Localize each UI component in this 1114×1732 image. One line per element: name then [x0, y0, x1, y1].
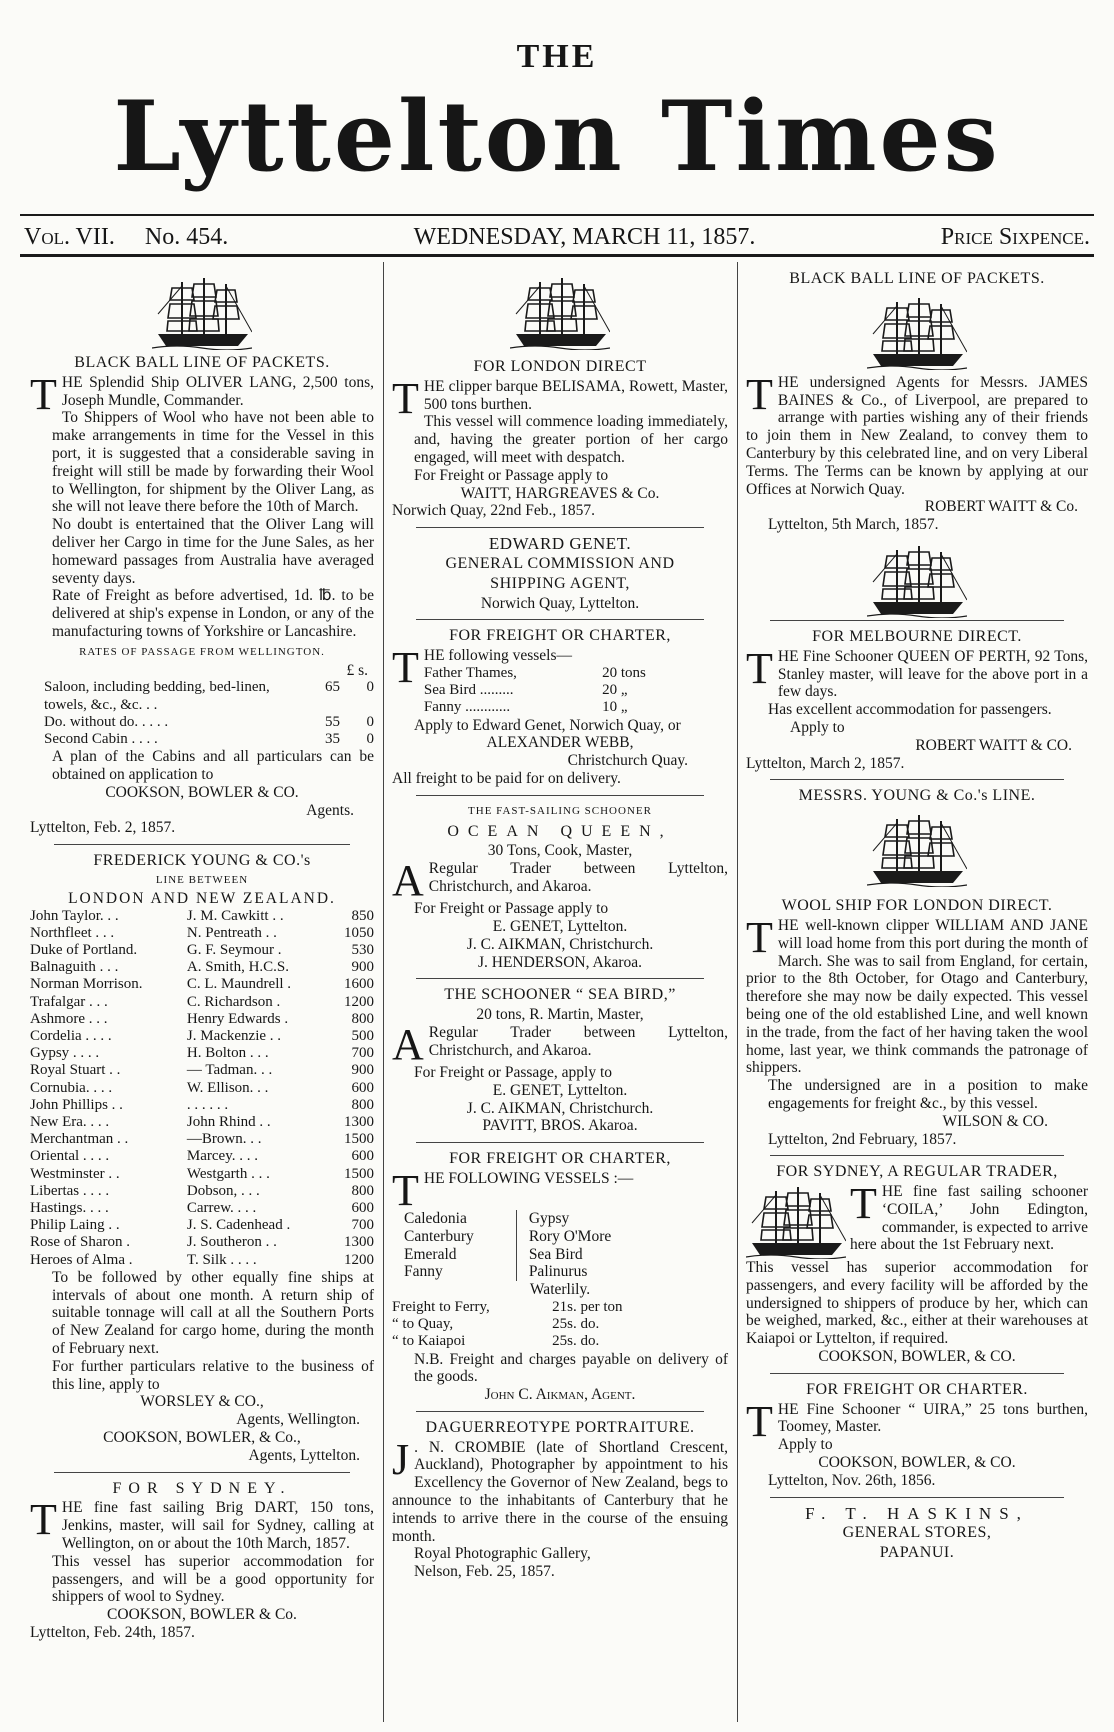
divider [416, 1411, 704, 1412]
dateline [24, 224, 1090, 251]
ship-icon [510, 274, 610, 350]
melbourne-intro-text: HE Fine Schooner QUEEN OF PERTH, 92 Tons, Stanley master, will leave for the above port in a few days. [777, 647, 1088, 701]
ocean-queen-sub: THE FAST-SAILING SCHOONER [468, 804, 652, 817]
vessel-list-right [517, 1210, 641, 1281]
black-ball-body-text: HE undersigned Agents for Messrs. JAMES BAINES & Co., of Liverpool, are prepared to arrange with parties wishing any of their friends to join them in New Zealand, to convey them to Canterbury by this celebrated line, and on very Liberal Terms. The Terms can be known by applying at our Offices at Norwich Quay. [746, 373, 1088, 498]
table-row [392, 1316, 668, 1333]
london-direct-agent: WAITT, HARGREAVES & Co. [460, 484, 660, 502]
genet-name: EDWARD GENET. [488, 534, 632, 554]
ship-tons: 900 [351, 959, 374, 976]
sydney-trader-top [746, 1179, 1088, 1259]
divider [770, 1497, 1064, 1498]
ship-icon [867, 294, 967, 370]
drop-cap: T [746, 643, 773, 693]
vessel-list-left [392, 1210, 517, 1281]
ocean-queen-intro [392, 856, 728, 906]
ship-master: J. Southeron . . [186, 1234, 277, 1251]
wool-ship-heading: WOOL SHIP FOR LONDON DIRECT. [781, 897, 1053, 915]
table-row [30, 1028, 374, 1045]
freight-charter-place: Christchurch Quay. [567, 752, 688, 770]
ship-name: Rose of Sharon . [30, 1234, 130, 1251]
daguerreotype-body-text: . N. CROMBIE (late of Shortland Crescent, Auckland), Photographer by appointment to his Excellency the Governor of New Zealand, begs to announce to the inhabitants of Canterbury that he intends to arrive there in the course of the ensuing month. [392, 1438, 728, 1545]
oliver-lang-date: Lyttelton, Feb. 2, 1857. [30, 819, 176, 837]
ship-tons: 1300 [344, 1234, 374, 1251]
freight-destination: Freight to Ferry, [392, 1298, 490, 1315]
ship-tons: 700 [351, 1217, 374, 1234]
vessel-name: Fanny ............ [423, 699, 511, 716]
for-sydney-intro-text: HE fine fast sailing Brig DART, 150 tons, Jenkins, master, will sail for Sydney, calling at Wellington, on or about the 10th March, 1857. [61, 1499, 374, 1552]
vessel-name: Fanny [404, 1263, 443, 1281]
rate-shillings: 0 [366, 679, 374, 696]
table-row [392, 1299, 668, 1316]
table-row [392, 1333, 668, 1350]
ocean-queen-apply: For Freight or Passage apply to [414, 900, 609, 918]
ship-tons: 800 [351, 1096, 374, 1113]
ship-icon [867, 542, 967, 618]
ship-tons: 500 [351, 1027, 374, 1044]
ship-master: Henry Edwards . [186, 1010, 289, 1027]
table-row [424, 699, 686, 716]
rate-label: Do. without do. . . . . [44, 713, 169, 730]
vessel-name: Sea Bird ......... [423, 682, 514, 699]
freight-charter-2-vessels [392, 1210, 641, 1281]
rate-pounds: 55 [325, 713, 340, 730]
table-row [30, 1011, 374, 1028]
ship-master: J. S. Cadenhead . [186, 1217, 291, 1234]
table-row [30, 942, 374, 959]
oliver-lang-intro-text: HE Splendid Ship OLIVER LANG, 2,500 tons, Joseph Mundle, Commander. [61, 373, 374, 409]
drop-cap: T [30, 1495, 57, 1545]
passage-rates-units: £ s. [346, 661, 368, 679]
column-divider-1 [383, 262, 384, 1722]
haskins-name: F. T. HASKINS, [805, 1503, 1029, 1523]
genet-line-2: SHIPPING AGENT, [490, 574, 630, 592]
divider [54, 844, 350, 845]
divider [416, 1142, 704, 1143]
ship-icon [746, 1183, 846, 1259]
table-row [424, 682, 686, 699]
for-sydney-heading: FOR SYDNEY. [112, 1479, 292, 1497]
sea-bird-heading: THE SCHOONER “ SEA BIRD,” [444, 986, 676, 1004]
ship-master: Westgarth . . . [186, 1165, 270, 1182]
table-row [30, 994, 374, 1011]
vessel-tons: 10 „ [602, 699, 628, 716]
ship-tons: 1300 [344, 1113, 374, 1130]
masthead-title: Lyttelton Times [113, 80, 1001, 193]
rate-shillings: 0 [366, 713, 374, 730]
black-ball-body [746, 369, 1088, 499]
sea-bird-intro [392, 1019, 728, 1069]
ship-name: Westminster . . [30, 1165, 120, 1182]
ship-tons: 600 [351, 1199, 374, 1216]
freight-charter-2-nb: N.B. Freight and charges payable on delivery of the goods. [414, 1350, 728, 1386]
freight-rate: 21s. per ton [552, 1298, 623, 1315]
young-ships-table [30, 908, 374, 1269]
table-row [30, 1148, 374, 1165]
sea-bird-tons: 20 tons, R. Martin, Master, [476, 1006, 644, 1024]
sea-bird-apply: For Freight or Passage, apply to [414, 1063, 613, 1081]
drop-cap: T [392, 1165, 419, 1215]
freight-rate: 25s. do. [552, 1316, 600, 1333]
ship-master: T. Silk . . . . [186, 1251, 257, 1268]
for-sydney-agent: COOKSON, BOWLER & Co. [107, 1606, 297, 1624]
table-row [30, 1166, 374, 1183]
table-row [30, 1045, 374, 1062]
ship-master: J. M. Cawkitt . . [186, 907, 284, 924]
freight-rates-table [392, 1299, 668, 1351]
ship-name: Balnaguith . . . [30, 959, 119, 976]
haskins-line-1: GENERAL STORES, [842, 1524, 992, 1542]
column-divider-2 [737, 262, 738, 1722]
divider [770, 620, 1064, 621]
oliver-lang-agent: COOKSON, BOWLER & CO. [105, 783, 299, 801]
freight-charter-apply: Apply to Edward Genet, Norwich Quay, or [414, 716, 681, 734]
divider [416, 527, 704, 528]
ship-name: Hastings. . . . [30, 1199, 109, 1216]
passage-rates-table [30, 679, 374, 748]
drop-cap: T [746, 1396, 773, 1446]
freight-destination: “ to Quay, [392, 1316, 454, 1333]
melbourne-para-2: Has excellent accommodation for passengers. [768, 701, 1052, 719]
ship-tons: 1050 [344, 924, 374, 941]
freight-charter-2-heading: FOR FREIGHT OR CHARTER, [449, 1150, 671, 1168]
ship-master: Marcey. . . . [186, 1148, 258, 1165]
sea-bird-agent-3: PAVITT, BROS. Akaroa. [482, 1117, 638, 1135]
ship-master: A. Smith, H.C.S. [186, 959, 289, 976]
passage-rates-heading: RATES OF PASSAGE FROM WELLINGTON. [79, 645, 325, 658]
table-row [30, 1080, 374, 1097]
for-sydney-intro [30, 1495, 374, 1552]
ship-master: H. Bolton . . . [186, 1045, 269, 1062]
oliver-lang-heading: BLACK BALL LINE OF PACKETS. [74, 354, 330, 371]
ship-name: Libertas . . . . [30, 1182, 110, 1199]
drop-cap: T [392, 643, 419, 693]
table-row [30, 731, 374, 748]
for-sydney-date: Lyttelton, Feb. 24th, 1857. [30, 1623, 195, 1641]
melbourne-apply: Apply to [790, 718, 845, 736]
black-ball-heading: BLACK BALL LINE OF PACKETS. [789, 270, 1045, 287]
young-line-para-2: For further particulars relative to the business of this line, apply to [52, 1357, 374, 1393]
rate-label: Saloon, including bedding, bed-linen, towels, &c., &c. . . [44, 679, 270, 713]
london-direct-heading: FOR LONDON DIRECT [473, 358, 647, 375]
london-direct-para-2: This vessel will commence loading immediately, and, having the greater portion of her cargo engaged, will meet with despatch. [414, 413, 728, 466]
drop-cap: J [392, 1434, 410, 1484]
column-1 [30, 262, 374, 1642]
ship-tons: 530 [351, 941, 374, 958]
ship-name: Royal Stuart . . [30, 1062, 121, 1079]
divider [770, 779, 1064, 780]
sydney-trader-intro-text: HE fine fast sailing schooner ‘COILA,’ John Edington, commander, is expected to arrive here about the 1st February next. [850, 1183, 1088, 1254]
drop-cap: A [392, 1019, 424, 1069]
table-row [30, 1217, 374, 1234]
masthead-rule-top [20, 214, 1094, 216]
genet-address: Norwich Quay, Lyttelton. [480, 594, 640, 612]
sea-bird-agent-1: E. GENET, Lyttelton. [492, 1081, 628, 1099]
sydney-trader-intro [850, 1179, 1088, 1259]
divider [54, 1472, 350, 1473]
sydney-trader-agent: COOKSON, BOWLER, & CO. [818, 1348, 1016, 1366]
ship-name: Duke of Portland. [30, 941, 138, 958]
ship-name: Heroes of Alma . [30, 1251, 133, 1268]
table-row [30, 908, 374, 925]
melbourne-date: Lyttelton, March 2, 1857. [746, 754, 905, 772]
vessel-tons: 20 „ [602, 682, 628, 699]
table-row [30, 1234, 374, 1251]
table-row [30, 925, 374, 942]
melbourne-agent: ROBERT WAITT & CO. [915, 736, 1072, 754]
vessel-name: Caledonia [404, 1209, 467, 1227]
column-2 [392, 262, 728, 1581]
uira-intro-text: HE Fine Schooner “ UIRA,” 25 tons burthen, Toomey, Master. [777, 1400, 1088, 1436]
daguerreotype-date: Nelson, Feb. 25, 1857. [414, 1563, 555, 1581]
ocean-queen-agent-3: J. HENDERSON, Akaroa. [477, 953, 643, 971]
ship-master: . . . . . . [186, 1096, 229, 1113]
masthead-the: THE [516, 38, 598, 75]
table-row [30, 1097, 374, 1114]
ship-master: N. Pentreath . . [186, 924, 277, 941]
melbourne-intro [746, 643, 1088, 701]
ocean-queen-name: OCEAN QUEEN, [447, 822, 673, 840]
ship-master: C. Richardson . [186, 993, 281, 1010]
vessel-name: Rory O'More [528, 1227, 612, 1245]
freight-charter-2-intro-text: HE FOLLOWING VESSELS :— [423, 1169, 634, 1187]
daguerreotype-body [392, 1434, 728, 1546]
freight-charter-note: All freight to be paid for on delivery. [392, 769, 621, 787]
ship-master: — Tadman. . . [186, 1062, 273, 1079]
oliver-lang-para-5: A plan of the Cabins and all particulars can be obtained on application to [52, 748, 374, 783]
sea-bird-intro-text: Regular Trader between Lyttelton, Christchurch, and Akaroa. [428, 1023, 728, 1059]
wool-ship-intro-text: HE well-known clipper WILLIAM AND JANE will load home from this port during the month of March. She was to sail from England, for certain, prior to the 8th October, for Otago and Canterbury, therefore she may now be daily expected. This vessel being one of the old established Line, and well known in the trade, from the fact of her having taken the wool home, last year, we think commands the patronage of shippers. [746, 916, 1088, 1077]
ship-master: C. L. Maundrell . [186, 976, 292, 993]
ship-master: Dobson, . . . [186, 1182, 260, 1199]
vessel-name: Sea Bird [528, 1245, 583, 1263]
freight-charter-heading: FOR FREIGHT OR CHARTER, [449, 627, 671, 645]
ship-master: John Rhind . . [186, 1113, 271, 1130]
ship-tons: 1200 [344, 1251, 374, 1268]
ship-name: Philip Laing . . [30, 1217, 120, 1234]
rate-shillings: 0 [366, 730, 374, 747]
freight-rate: 25s. do. [552, 1333, 600, 1350]
oliver-lang-para-3: No doubt is entertained that the Oliver Lang will deliver her Cargo in time for the June Sales, as her homeward passages from Australia have averaged seventy days. [52, 516, 374, 587]
divider [770, 1155, 1064, 1156]
haskins-line-2: PAPANUI. [879, 1544, 955, 1562]
table-row [30, 976, 374, 993]
table-row [30, 1062, 374, 1079]
table-row [30, 1252, 374, 1269]
ocean-queen-agent-2: J. C. AIKMAN, Christchurch. [466, 935, 654, 953]
drop-cap: T [850, 1179, 877, 1229]
oliver-lang-agents: Agents. [306, 801, 354, 819]
sydney-trader-para-2: This vessel has superior accommodation for passengers, and every facility will be afforded by the undersigned to shippers of produce by her, which can be weighed, marked, &c., either at their warehouses at Kaiapoi or Lyttelton, if required. [746, 1259, 1088, 1348]
young-line-agent-1: WORSLEY & CO., [140, 1393, 264, 1411]
ocean-queen-intro-text: Regular Trader between Lyttelton, Christchurch, and Akaroa. [428, 860, 728, 895]
black-ball-agent: ROBERT WAITT & Co. [924, 498, 1078, 516]
issue-price: Price Sixpence. [940, 224, 1090, 250]
ship-tons: 600 [351, 1079, 374, 1096]
uira-heading: FOR FREIGHT OR CHARTER. [806, 1380, 1028, 1398]
melbourne-heading: FOR MELBOURNE DIRECT. [812, 627, 1022, 645]
for-sydney-para-2: This vessel has superior accommodation for passengers, and will be a good opportunity for shippers of wool to Sydney. [52, 1552, 374, 1606]
freight-charter-name: ALEXANDER WEBB, [486, 734, 634, 752]
issue-number: No. 454. [144, 224, 229, 250]
masthead-rule-bottom [20, 254, 1094, 257]
wool-ship-para-2: The undersigned are in a position to make engagements for freight &c., by this vessel. [768, 1077, 1088, 1112]
ship-name: Norman Morrison. [30, 976, 143, 993]
ship-name: Cornubia. . . . [30, 1079, 113, 1096]
sea-bird-agent-2: J. C. AIKMAN, Christchurch. [466, 1099, 654, 1117]
drop-cap: T [746, 912, 773, 962]
ship-name: Gypsy . . . . [30, 1045, 100, 1062]
uira-agent: COOKSON, BOWLER, & CO. [818, 1454, 1016, 1472]
vessel-name: Canterbury [404, 1227, 474, 1245]
table-row [30, 1114, 374, 1131]
volume-number: Vol. VII. [24, 224, 115, 250]
ocean-queen-tons: 30 Tons, Cook, Master, [487, 842, 633, 860]
ship-name: Northfleet . . . [30, 924, 115, 941]
freight-charter-2-agent: John C. Aikman, Agent. [484, 1386, 636, 1404]
drop-cap: A [392, 856, 424, 906]
young-line-para-1: To be followed by other equally fine ships at intervals of about one month. A return ship of suitable tonnage will call at all the Southern Ports of New Zealand for cargo home, during the month of February next. [52, 1268, 374, 1357]
ship-name: John Taylor. . . [30, 907, 119, 924]
oliver-lang-para-4: Rate of Freight as before advertised, 1d. ℔. to be delivered at ship's expense in London, or any of the manufacturing towns of Yorkshire or Lancashire. [52, 587, 374, 640]
vessel-name: Emerald [404, 1245, 457, 1263]
ship-master: J. Mackenzie . . [186, 1027, 282, 1044]
vessel-tons: 20 tons [602, 664, 646, 681]
table-row [30, 959, 374, 976]
drop-cap: T [30, 369, 57, 419]
drop-cap: T [392, 373, 419, 423]
ship-tons: 900 [351, 1062, 374, 1079]
ship-tons: 850 [351, 907, 374, 924]
divider [770, 1373, 1064, 1374]
ocean-queen-agent-1: E. GENET, Lyttelton. [492, 917, 628, 935]
ship-icon [152, 274, 252, 350]
vessel-name: Palinurus [528, 1263, 588, 1281]
table-row [30, 1200, 374, 1217]
wool-ship-date: Lyttelton, 2nd February, 1857. [768, 1130, 957, 1148]
rate-label: Second Cabin . . . . [44, 730, 158, 747]
ship-master: —Brown. . . [186, 1131, 262, 1148]
vessel-name: Father Thames, [423, 664, 517, 681]
young-line-between: LINE BETWEEN [155, 873, 249, 886]
divider [416, 795, 704, 796]
freight-charter-intro-text: HE following vessels— [423, 647, 572, 665]
ship-tons: 800 [351, 1010, 374, 1027]
young-line-title: MESSRS. YOUNG & Co.'s LINE. [798, 787, 1036, 805]
london-direct-intro [392, 373, 728, 423]
daguerreotype-gallery: Royal Photographic Gallery, [414, 1545, 591, 1563]
sydney-trader-heading: FOR SYDNEY, A REGULAR TRADER, [776, 1163, 1058, 1181]
uira-apply: Apply to [777, 1436, 833, 1454]
table-row [424, 665, 686, 682]
young-line-agent-2: COOKSON, BOWLER, & Co., [103, 1428, 301, 1446]
drop-cap: T [746, 369, 773, 419]
ship-tons: 1500 [344, 1165, 374, 1182]
wool-ship-intro [746, 912, 1088, 1077]
ship-name: Merchantman . . [30, 1131, 129, 1148]
genet-line-1: GENERAL COMMISSION AND [445, 554, 675, 572]
oliver-lang-para-2: To Shippers of Wool who have not been able to make arrangements in time for the Vessel in this port, it is suggested that a considerable saving in freight will still be made by forwarding their Wool to Wellington, for shipment by the Oliver Lang, as she will not leave there before the 10th of March. [52, 409, 374, 516]
ship-tons: 1200 [344, 993, 374, 1010]
freight-charter-2-last-vessel: Waterlily. [529, 1281, 591, 1299]
ship-master: Carrew. . . . [186, 1199, 257, 1216]
ship-name: Trafalgar . . . [30, 993, 108, 1010]
london-direct-date: Norwich Quay, 22nd Feb., 1857. [392, 502, 596, 520]
young-line-heading: FREDERICK YOUNG & CO.'s [93, 852, 311, 870]
freight-charter-vessels [424, 665, 686, 717]
ship-icon [867, 811, 967, 887]
rate-pounds: 65 [325, 679, 340, 696]
divider [416, 978, 704, 979]
ship-tons: 700 [351, 1045, 374, 1062]
table-row [30, 714, 374, 731]
daguerreotype-heading: DAGUERREOTYPE PORTRAITURE. [425, 1418, 695, 1436]
ship-name: New Era. . . . [30, 1113, 110, 1130]
ship-master: W. Ellison. . . [186, 1079, 269, 1096]
ship-tons: 600 [351, 1148, 374, 1165]
ship-tons: 800 [351, 1182, 374, 1199]
divider [416, 619, 704, 620]
issue-date: WEDNESDAY, MARCH 11, 1857. [413, 224, 756, 250]
young-line-route: LONDON AND NEW ZEALAND. [68, 889, 336, 907]
vessel-name: Gypsy [528, 1209, 570, 1227]
uira-date: Lyttelton, Nov. 26th, 1856. [768, 1471, 936, 1489]
table-row [30, 1183, 374, 1200]
freight-charter-2-intro [392, 1165, 728, 1215]
ship-tons: 1600 [344, 976, 374, 993]
young-line-agent-1-role: Agents, Wellington. [236, 1411, 360, 1429]
ship-name: Oriental . . . . [30, 1148, 110, 1165]
ship-name: Cordelia . . . . [30, 1027, 112, 1044]
london-direct-intro-text: HE clipper barque BELISAMA, Rowett, Master, 500 tons burthen. [423, 377, 728, 413]
london-direct-para-3: For Freight or Passage apply to [414, 466, 609, 484]
young-line-agent-2-role: Agents, Lyttelton. [248, 1446, 360, 1464]
table-row [30, 1131, 374, 1148]
table-row [30, 679, 374, 713]
ship-tons: 1500 [344, 1131, 374, 1148]
black-ball-date: Lyttelton, 5th March, 1857. [768, 516, 939, 534]
freight-destination: “ to Kaiapoi [392, 1333, 466, 1350]
ship-master: G. F. Seymour . [186, 941, 282, 958]
rate-pounds: 35 [325, 730, 340, 747]
ship-name: John Phillips . . [30, 1096, 123, 1113]
wool-ship-agent: WILSON & CO. [942, 1112, 1048, 1130]
column-3 [746, 262, 1088, 1564]
ship-name: Ashmore . . . [30, 1010, 108, 1027]
oliver-lang-intro [30, 369, 374, 419]
